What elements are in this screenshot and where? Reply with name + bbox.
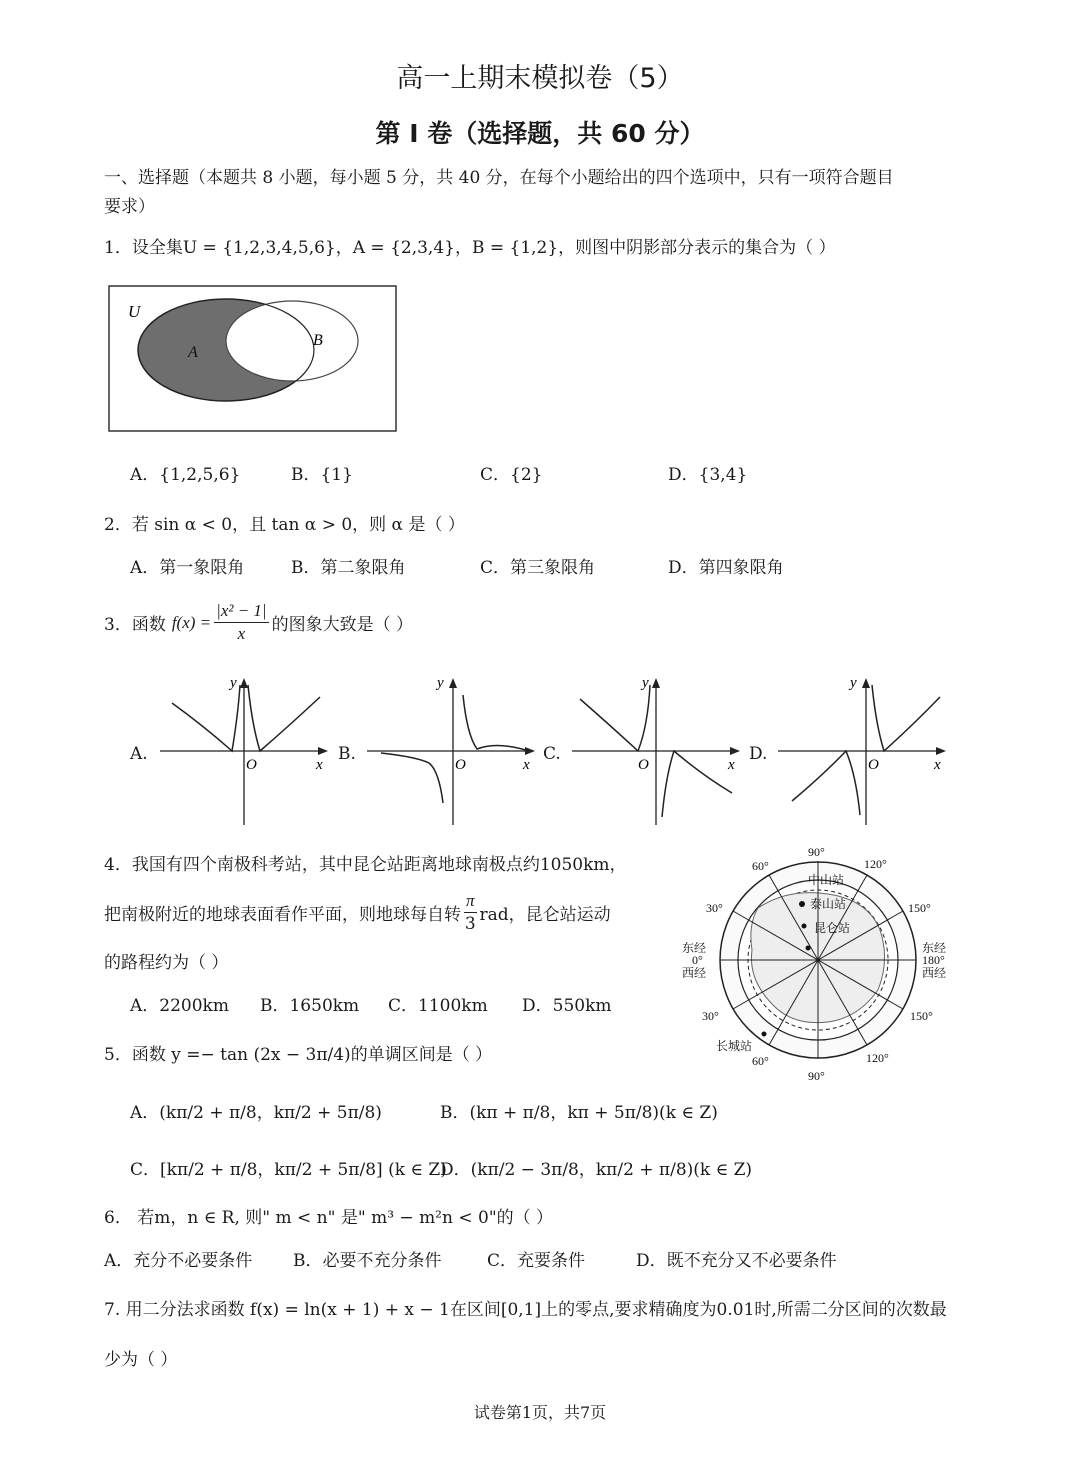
map-station-zhongshan: 中山站 <box>808 873 845 887</box>
exam-title: 高一上期末模拟卷（5） <box>396 63 684 94</box>
q3-graph-label-a[interactable]: A. <box>130 744 148 764</box>
q4-option-a[interactable]: A．2200km <box>130 996 229 1016</box>
q3-denominator: x <box>237 624 246 643</box>
map-station-changcheng: 长城站 <box>716 1039 753 1053</box>
section-instructions-line1: 一、选择题（本题共 8 小题，每小题 5 分，共 40 分，在每个小题给出的四个选项中，只有一项符合题目 <box>104 168 894 188</box>
q2-option-a[interactable]: A．第一象限角 <box>130 558 245 578</box>
q2-option-c[interactable]: C．第三象限角 <box>480 558 596 578</box>
q5-option-c[interactable]: C．[kπ/2 + π/8，kπ/2 + 5π/8] (k ∈ Z) <box>130 1160 447 1180</box>
graph-a-origin: O <box>246 757 257 773</box>
venn-label-a: A <box>188 344 198 361</box>
map-west-left: 西经 <box>682 966 707 980</box>
graph-c-y-label: y <box>642 675 649 691</box>
graph-c-origin: O <box>638 757 649 773</box>
q1-stem: 1．设全集U = {1,2,3,4,5,6}，A = {2,3,4}，B = {1,2}，则图中阴影部分表示的集合为（ ） <box>104 238 836 258</box>
q5-stem: 5．函数 y =− tan (2x − 3π/4)的单调区间是（ ） <box>104 1045 493 1065</box>
graph-d-origin: O <box>868 757 879 773</box>
q4-option-c[interactable]: C．1100km <box>388 996 488 1016</box>
venn-label-b: B <box>313 332 323 349</box>
q4-frac-num: π <box>464 890 477 913</box>
q4-line1: 4．我国有四个南极科考站，其中昆仑站距离地球南极点约1050km， <box>104 855 627 875</box>
q3-graph-b <box>367 675 542 827</box>
graph-a-x-label: x <box>316 757 323 773</box>
q4-line2-pre: 把南极附近的地球表面看作平面，则地球每自转 <box>104 905 461 925</box>
q3-stem <box>104 600 413 645</box>
q4-antarctic-map <box>676 840 966 1080</box>
q4-fraction <box>464 890 477 935</box>
graph-b-origin: O <box>455 757 466 773</box>
map-180: 180° <box>922 953 945 967</box>
q4-line3: 的路程约为（ ） <box>104 953 229 973</box>
q1-venn-diagram <box>108 285 398 433</box>
map-deg-30-l: 30° <box>706 901 723 915</box>
map-deg-30-bl: 30° <box>702 1009 719 1023</box>
q3-numerator: |x² − 1| <box>214 600 268 623</box>
graph-b-y-label: y <box>437 675 444 691</box>
q4-line2-post: rad，昆仑站运动 <box>479 905 611 925</box>
map-deg-top: 90° <box>808 845 825 859</box>
q3-fraction <box>214 600 268 645</box>
graph-c-x-label: x <box>728 757 735 773</box>
map-deg-60-tl: 60° <box>752 859 769 873</box>
map-deg-150-r: 150° <box>908 901 931 915</box>
section-subtitle: 第 I 卷（选择题，共 60 分） <box>375 119 705 148</box>
q1-option-a[interactable]: A．{1,2,5,6} <box>130 465 241 485</box>
q5-option-a[interactable]: A．(kπ/2 + π/8，kπ/2 + 5π/8) <box>130 1103 382 1123</box>
graph-a-y-label: y <box>230 675 237 691</box>
q1-option-d[interactable]: D．{3,4} <box>668 465 748 485</box>
q6-option-a[interactable]: A．充分不必要条件 <box>104 1251 253 1271</box>
q2-option-b[interactable]: B．第二象限角 <box>291 558 406 578</box>
map-deg-150-br: 150° <box>910 1009 933 1023</box>
section-instructions-line2: 要求） <box>104 197 155 217</box>
map-deg-120-br: 120° <box>866 1051 889 1065</box>
map-deg-60-bl: 60° <box>752 1054 769 1068</box>
q7-line1: 7. 用二分法求函数 f(x) = ln(x + 1) + x − 1在区间[0,1]上的零点,要求精确度为0.01时,所需二分区间的次数最 <box>104 1300 947 1320</box>
map-deg-bottom: 90° <box>808 1069 825 1080</box>
q3-stem-prefix: 3．函数 <box>104 615 166 635</box>
q3-graph-label-b[interactable]: B. <box>338 744 356 764</box>
q6-stem: 6． 若m，n ∈ R, 则" m < n" 是" m³ − m²n < 0"的（ ） <box>104 1208 554 1228</box>
q3-graph-c <box>572 675 747 827</box>
q1-option-b[interactable]: B．{1} <box>291 465 353 485</box>
map-station-taishan: 泰山站 <box>810 897 847 911</box>
venn-label-u: U <box>128 302 141 321</box>
q2-stem: 2．若 sin α < 0，且 tan α > 0，则 α 是（ ） <box>104 515 465 535</box>
map-east-right: 东经 <box>922 941 947 955</box>
map-east-left: 东经 <box>682 941 707 955</box>
q6-option-c[interactable]: C．充要条件 <box>487 1251 586 1271</box>
q3-graph-a <box>160 675 335 827</box>
graph-d-x-label: x <box>934 757 941 773</box>
q6-option-d[interactable]: D．既不充分又不必要条件 <box>636 1251 837 1271</box>
q3-fx: f(x) = <box>171 612 212 632</box>
q3-graph-label-c[interactable]: C. <box>543 744 561 764</box>
q6-option-b[interactable]: B．必要不充分条件 <box>293 1251 442 1271</box>
q5-option-d[interactable]: D．(kπ/2 − 3π/8，kπ/2 + π/8)(k ∈ Z) <box>440 1160 753 1180</box>
q3-stem-suffix: 的图象大致是（ ） <box>271 615 414 635</box>
venn-set-b <box>226 301 358 381</box>
map-west-right: 西经 <box>922 966 947 980</box>
page-footer: 试卷第1页，共7页 <box>473 1403 607 1422</box>
graph-b-x-label: x <box>523 757 530 773</box>
q3-graph-d <box>778 675 953 827</box>
q1-option-c[interactable]: C．{2} <box>480 465 543 485</box>
q3-graph-label-d[interactable]: D. <box>749 744 768 764</box>
q4-frac-den: 3 <box>464 914 476 934</box>
q4-option-d[interactable]: D．550km <box>522 996 612 1016</box>
graph-d-y-label: y <box>850 675 857 691</box>
q4-option-b[interactable]: B．1650km <box>260 996 360 1016</box>
map-deg-120-tr: 120° <box>864 857 887 871</box>
map-zero: 0° <box>692 953 703 967</box>
q4-line2 <box>104 890 611 935</box>
q5-option-b[interactable]: B．(kπ + π/8，kπ + 5π/8)(k ∈ Z) <box>440 1103 718 1123</box>
map-station-kunlun: 昆仑站 <box>814 921 851 935</box>
q2-option-d[interactable]: D．第四象限角 <box>668 558 784 578</box>
q7-line2: 少为（ ） <box>104 1350 178 1370</box>
